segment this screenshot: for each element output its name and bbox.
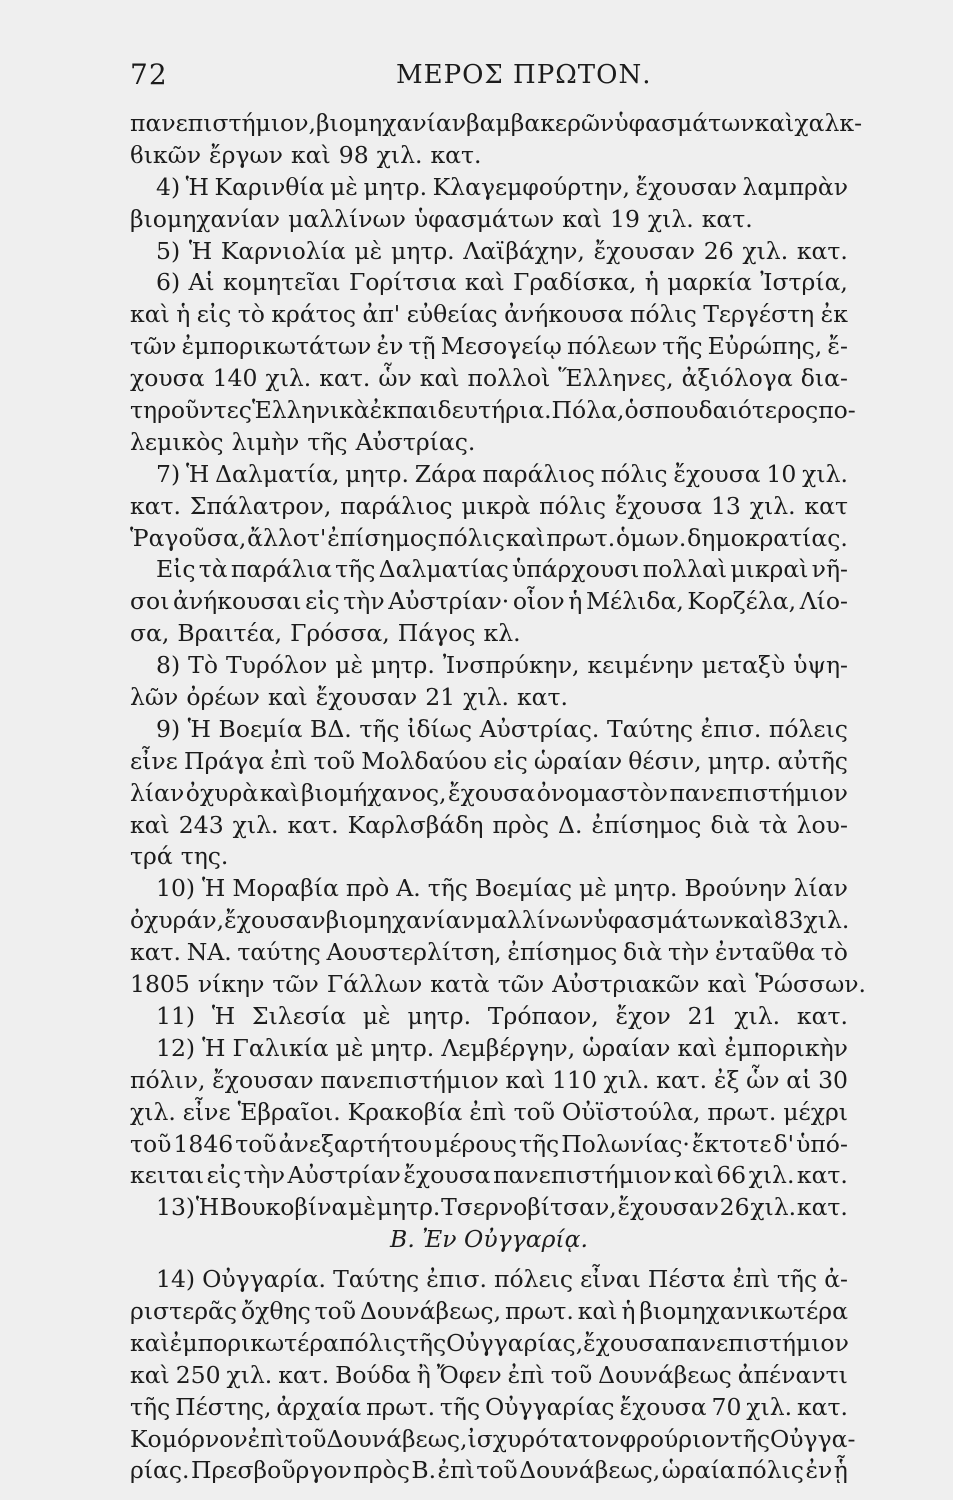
text-line: κατ. Σπάλατρον, παράλιος μικρὰ πόλις ἔχουσα 13 χιλ. κατ — [130, 491, 848, 520]
text-line: κατ. ΝΑ. ταύτης Αουστερλίτση, ἐπίσημος διὰ τὴν ἐνταῦθα τὸ — [130, 938, 848, 967]
text-line: 4) Ἡ Καρινθία μὲ μητρ. Κλαγεμφούρτην, ἔχουσαν λαμπρὰν — [156, 172, 848, 201]
text-line: τρά της. — [130, 842, 229, 871]
text-line: χιλ. εἶνε Ἑβραῖοι. Κρακοβία ἐπὶ τοῦ Οὐϊστούλα, πρωτ. μέχρι — [130, 1097, 848, 1126]
text-line: καὶ 250 χιλ. κατ. Βούδα ἢ Ὄφεν ἐπὶ τοῦ Δουνάβεως ἀπέναντι — [130, 1360, 848, 1389]
text-line: 9) Ἡ Βοεμία ΒΔ. τῆς ἰδίως Αὐστρίας. Ταύτης ἐπισ. πόλεις — [156, 714, 848, 743]
text-line: ριστερᾶς ὄχθης τοῦ Δουνάβεως, πρωτ. καὶ ἡ βιομηχανικωτέρα — [130, 1296, 848, 1325]
text-line: τῆς Πέστης, ἀρχαία πρωτ. τῆς Οὐγγαρίας ἔχουσα 70 χιλ. κατ. — [130, 1392, 848, 1421]
text-line: καὶ ἐμπορικωτέρα πόλις τῆς Οὐγγαρίας, ἔχουσα πανεπιστήμιον — [130, 1328, 849, 1357]
text-line: 12) Ἡ Γαλικία μὲ μητρ. Λεμβέργην, ὡραίαν καὶ ἐμπορικὴν — [156, 1033, 848, 1062]
text-line: καὶ ἡ εἰς τὸ κράτος ἀπ' εὐθείας ἀνήκουσα πόλις Τεργέστη ἐκ — [130, 300, 848, 329]
text-line: 14) Οὐγγαρία. Ταύτης ἐπισ. πόλεις εἶναι Πέστα ἐπὶ τῆς ἀ- — [156, 1265, 848, 1294]
text-line: 1805 νίκην τῶν Γάλλων κατὰ τῶν Αὐστριακῶν καὶ Ῥώσσων. — [130, 970, 866, 999]
text-line: τῶν ἐμπορικωτάτων ἐν τῇ Μεσογείῳ πόλεων τῆς Εὐρώπης, ἔ- — [130, 332, 848, 361]
text-line: 10) Ἡ Μοραβία πρὸ Α. τῆς Βοεμίας μὲ μητρ. Βρούνην λίαν — [156, 874, 848, 903]
text-line: 13) Ἡ Βουκοβίνα μὲ μητρ. Τσερνοβίτσαν, ἔχουσαν 26 χιλ. κατ. — [156, 1193, 848, 1222]
text-line: εἶνε Πράγα ἐπὶ τοῦ Μολδαύου εἰς ὡραίαν θέσιν, μητρ. αὐτῆς — [130, 746, 848, 775]
text-line: 8) Τὸ Τυρόλον μὲ μητρ. Ἰνσπρύκην, κειμένην μεταξὺ ὑψη- — [156, 651, 848, 680]
text-line: σα, Βραιτέα, Γρόσσα, Πάγος κλ. — [130, 619, 521, 648]
text-line: σοι ἀνήκουσαι εἰς τὴν Αὐστρίαν· οἷον ἡ Μέλιδα, Κορζέλα, Λίο- — [130, 587, 848, 616]
text-line: 6) Αἱ κομητεῖαι Γορίτσια καὶ Γραδίσκα, ἡ μαρκία Ἰστρία, — [156, 268, 848, 297]
text-line: πόλιν, ἔχουσαν πανεπιστήμιον καὶ 110 χιλ. κατ. ἐξ ὧν αἱ 30 — [130, 1065, 848, 1094]
running-title: ΜΕΡΟΣ ΠΡΩΤΟΝ. — [396, 60, 652, 90]
text-line: 7) Ἡ Δαλματία, μητρ. Ζάρα παράλιος πόλις ἔχουσα 10 χιλ. — [156, 459, 848, 488]
text-line: λίαν ὀχυρὰ καὶ βιομήχανος, ἔχουσα ὀνομαστὸν πανεπιστήμιον — [130, 778, 848, 807]
text-line: λεμικὸς λιμὴν τῆς Αὐστρίας. — [130, 427, 476, 456]
text-line: Κομόρνον ἐπὶ τοῦ Δουνάβεως, ἰσχυρότατον φρούριον τῆς Οὐγγα- — [130, 1424, 856, 1453]
text-line: Β. Ἐν Οὐγγαρίᾳ. — [390, 1225, 588, 1254]
text-line: κειται εἰς τὴν Αὐστρίαν ἔχουσα πανεπιστήμιον καὶ 66 χιλ. κατ. — [130, 1161, 848, 1190]
text-body — [130, 108, 866, 1487]
text-line: βιομηχανίαν μαλλίνων ὑφασμάτων καὶ 19 χιλ. κατ. — [130, 204, 753, 233]
text-line: Εἰς τὰ παράλια τῆς Δαλματίας ὑπάρχουσι πολλαὶ μικραὶ νῆ- — [156, 555, 848, 584]
page-number: 72 — [130, 58, 168, 91]
text-line: πανεπιστήμιον, βιομηχανίαν βαμβακερῶν ὑφασμάτων καὶ χαλκ- — [130, 109, 863, 137]
text-line: ὀχυράν, ἔχουσαν βιομηχανίαν μαλλίνων ὑφασμάτων καὶ 83 χιλ. — [130, 906, 850, 935]
text-line: τηροῦντες Ἑλληνικὰ ἐκπαιδευτήρια. Πόλα, ὁ σπουδαιότερος πο- — [130, 396, 856, 425]
text-line: χουσα 140 χιλ. κατ. ὧν καὶ πολλοὶ Ἕλληνες, ἀξιόλογα δια- — [130, 364, 848, 393]
text-line: 5) Ἡ Καρνιολία μὲ μητρ. Λαϊβάχην, ἔχουσαν 26 χιλ. κατ. — [156, 236, 848, 265]
text-line: λῶν ὀρέων καὶ ἔχουσαν 21 χιλ. κατ. — [130, 683, 568, 712]
text-line: ϐικῶν ἔργων καὶ 98 χιλ. κατ. — [130, 140, 482, 169]
text-line: καὶ 243 χιλ. κατ. Καρλσβάδη πρὸς Δ. ἐπίσημος διὰ τὰ λου- — [130, 810, 848, 839]
page-header — [130, 58, 840, 98]
text-line: 11) Ἡ Σιλεσία μὲ μητρ. Τρόπαον, ἔχον 21 χιλ. κατ. — [156, 1001, 848, 1030]
text-line: τοῦ 1846 τοῦ ἀνεξαρτήτου μέρους τῆς Πολωνίας· ἔκτοτε δ' ὑπό- — [130, 1129, 848, 1158]
text-line: Ῥαγοῦσα, ἄλλοτ' ἐπίσημος πόλις καὶ πρωτ. ὁμων. δημοκρατίας. — [130, 523, 848, 552]
text-line: ρίας. Πρεσβοῦργον πρὸς Β. ἐπὶ τοῦ Δουνάβεως, ὡραία πόλις ἐν ᾗ — [130, 1456, 848, 1485]
